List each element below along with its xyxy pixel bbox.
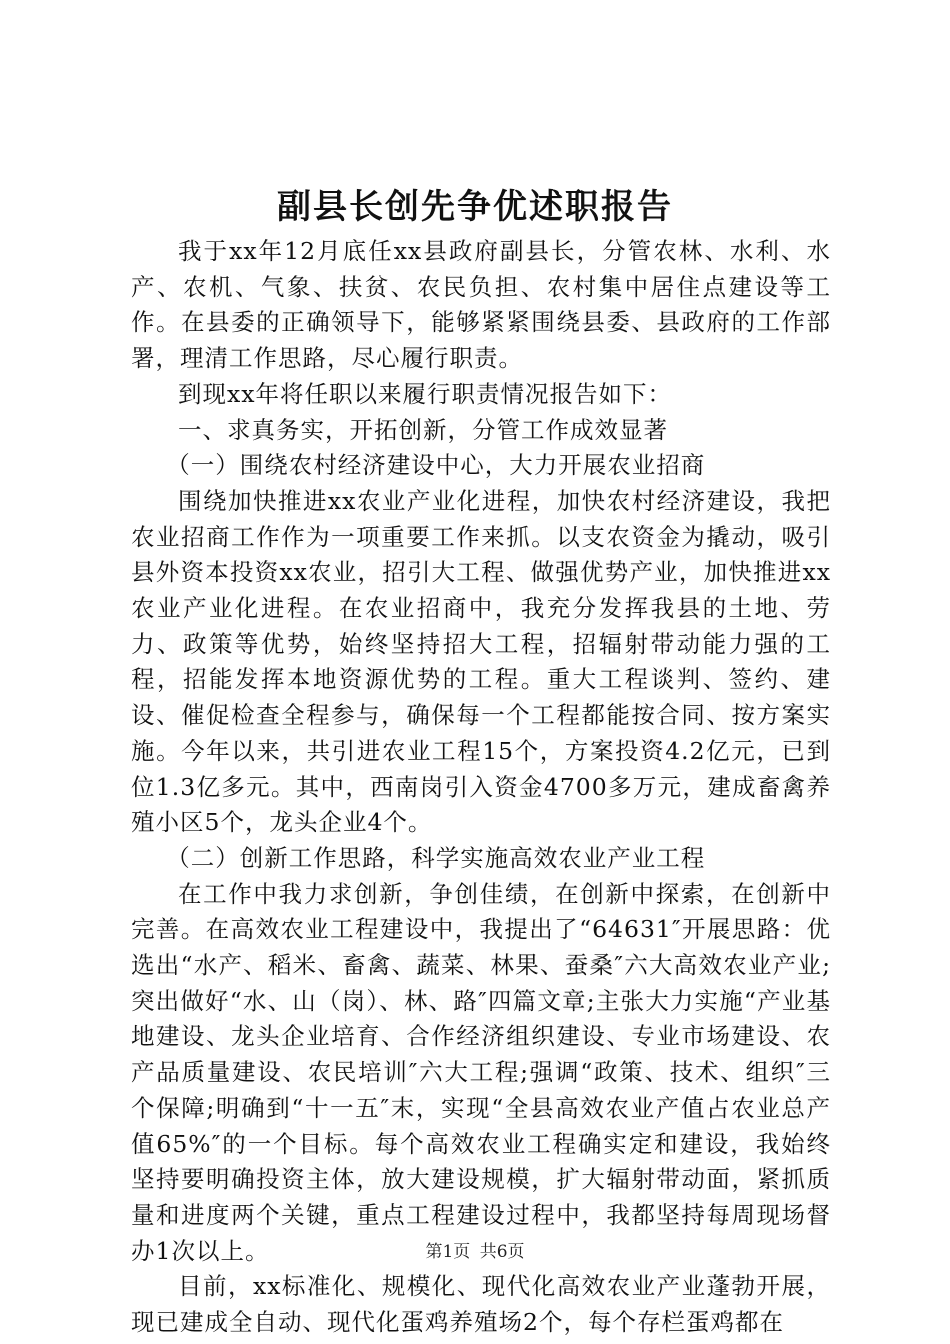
paragraph-intro: 我于xx年12月底任xx县政府副县长，分管农林、水利、水产、农机、气象、扶贫、农民负担、农村集中居住点建设等工作。在县委的正确领导下，能够紧紧围绕县委、县政府的工作部署，理清工作思路，尽心履行职责。 (131, 237, 831, 373)
paragraph-report-lead: 到现xx年将任职以来履行职责情况报告如下： (178, 379, 673, 408)
paragraph-investment: 围绕加快推进xx农业产业化进程，加快农村经济建设，我把农业招商工作作为一项重要工作来抓。以支农资金为撬动，吸引县外资本投资xx农业，招引大工程、做强优势产业，加快推进xx农业产业化进程。在农业招商中，我充分发挥我县的土地、劳力、政策等优势，始终坚持招大工程，招辐射带动能力强的工程，招能发挥本地资源优势的工程。重大工程谈判、签约、建设、催促检查全程参与，确保每一个工程都能按合同、按方案实施。今年以来，共引进农业工程15个，方案投资4.2亿元，已到位1.3亿多元。其中，西南岗引入资金4700多万元，建成畜禽养殖小区5个，龙头企业4个。 (131, 486, 831, 837)
paragraph-current-status: 目前，xx标准化、规模化、现代化高效农业产业蓬勃开展，现已建成全自动、现代化蛋鸡养殖场2个，每个存栏蛋鸡都在 (131, 1272, 831, 1337)
document-body (131, 234, 831, 1341)
page-total: 共6页 (479, 1242, 525, 1262)
document-title: 副县长创先争优述职报告 (277, 187, 673, 227)
page-number: 第1页 (425, 1242, 471, 1262)
subsection-heading-2: （二）创新工作思路，科学实施高效农业产业工程 (166, 843, 706, 872)
section-heading-1: 一、求真务实，开拓创新，分管工作成效显著 (178, 415, 668, 444)
page-footer (0, 1240, 950, 1264)
paragraph-innovation: 在工作中我力求创新，争创佳绩，在创新中探索，在创新中完善。在高效农业工程建设中，我提出了“64631″开展思路：优选出“水产、稻米、畜禽、蔬菜、林果、蚕桑″六大高效农业产业;突出做好“水、山（岗）、林、路″四篇文章;主张大力实施“产业基地建设、龙头企业培育、合作经济组织建设、专业市场建设、农产品质量建设、农民培训″六大工程;强调“政策、技术、组织″三个保障;明确到“十一五″末，实现“全县高效农业产值占农业总产值65%″的一个目标。每个高效农业工程确实定和建设，我始终坚持要明确投资主体，放大建设规模，扩大辐射带动面，紧抓质量和进度两个关键，重点工程建设过程中，我都坚持每周现场督办1次以上。 (131, 879, 831, 1265)
subsection-heading-1: （一）围绕农村经济建设中心，大力开展农业招商 (166, 451, 706, 480)
